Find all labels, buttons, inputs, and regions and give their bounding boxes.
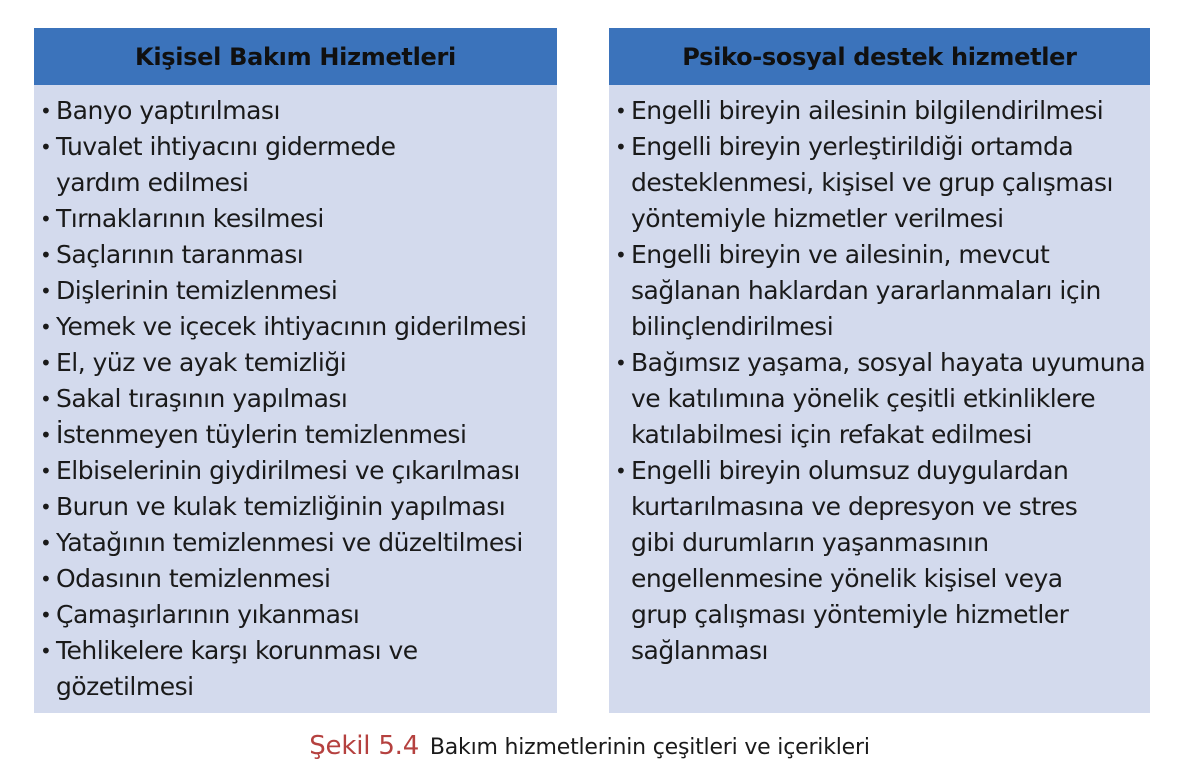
list-item-line: grup çalışması yöntemiyle hizmetler xyxy=(631,600,1069,629)
list-item-line: Tuvalet ihtiyacını gidermede xyxy=(56,132,396,161)
bullet-icon: • xyxy=(40,279,52,303)
list-item-text xyxy=(631,345,1145,453)
list-item-text xyxy=(631,93,1103,129)
personal-care-list xyxy=(34,85,557,705)
list-item-line: Yemek ve içecek ihtiyacının giderilmesi xyxy=(56,312,527,341)
bullet-icon: • xyxy=(40,243,52,267)
list-item-line: katılabilmesi için refakat edilmesi xyxy=(631,420,1032,449)
figure-caption-text: Bakım hizmetlerinin çeşitleri ve içerikleri xyxy=(429,735,870,760)
list-item xyxy=(40,453,557,489)
list-item xyxy=(40,201,557,237)
personal-care-panel-title: Kişisel Bakım Hizmetleri xyxy=(34,28,557,85)
list-item-text xyxy=(56,417,466,453)
list-item-text xyxy=(631,237,1101,345)
list-item xyxy=(615,345,1150,453)
list-item-text xyxy=(56,525,523,561)
list-item-text xyxy=(56,129,395,201)
bullet-icon: • xyxy=(40,459,52,483)
list-item-text xyxy=(56,453,520,489)
list-item-text xyxy=(56,345,346,381)
list-item-line: Elbiselerinin giydirilmesi ve çıkarılması xyxy=(56,456,520,485)
list-item-text xyxy=(56,309,527,345)
list-item xyxy=(40,93,557,129)
bullet-icon: • xyxy=(40,603,52,627)
bullet-icon: • xyxy=(615,135,627,159)
bullet-icon: • xyxy=(40,423,52,447)
list-item-line: Tırnaklarının kesilmesi xyxy=(56,204,324,233)
list-item xyxy=(615,453,1150,669)
psychosocial-support-panel-title: Psiko-sosyal destek hizmetler xyxy=(609,28,1150,85)
list-item xyxy=(40,489,557,525)
list-item-line: ve katılımına yönelik çeşitli etkinliklere xyxy=(631,384,1096,413)
list-item-line: Engelli bireyin ve ailesinin, mevcut xyxy=(631,240,1050,269)
list-item-text xyxy=(56,633,418,705)
psychosocial-support-panel xyxy=(609,28,1150,713)
bullet-icon: • xyxy=(40,207,52,231)
list-item xyxy=(40,309,557,345)
list-item-line: Yatağının temizlenmesi ve düzeltilmesi xyxy=(56,528,523,557)
list-item-text xyxy=(56,93,280,129)
bullet-icon: • xyxy=(615,99,627,123)
bullet-icon: • xyxy=(40,135,52,159)
list-item-text xyxy=(56,381,347,417)
list-item-text xyxy=(56,201,324,237)
list-item-line: yöntemiyle hizmetler verilmesi xyxy=(631,204,1004,233)
bullet-icon: • xyxy=(40,99,52,123)
bullet-icon: • xyxy=(615,351,627,375)
list-item-line: Tehlikelere karşı korunması ve xyxy=(56,636,418,665)
bullet-icon: • xyxy=(40,387,52,411)
list-item-line: Odasının temizlenmesi xyxy=(56,564,331,593)
list-item-text xyxy=(56,561,330,597)
psychosocial-support-list xyxy=(609,85,1150,669)
list-item-line: Çamaşırlarının yıkanması xyxy=(56,600,360,629)
list-item xyxy=(40,597,557,633)
list-item xyxy=(40,237,557,273)
list-item xyxy=(40,525,557,561)
list-item-line: Engelli bireyin ailesinin bilgilendirilmesi xyxy=(631,96,1104,125)
bullet-icon: • xyxy=(40,315,52,339)
figure-caption xyxy=(0,731,1179,761)
list-item-line: Dişlerinin temizlenmesi xyxy=(56,276,338,305)
figure-number: Şekil 5.4 xyxy=(309,731,420,761)
list-item xyxy=(40,129,557,201)
bullet-icon: • xyxy=(40,531,52,555)
list-item-line: bilinçlendirilmesi xyxy=(631,312,834,341)
list-item-line: gibi durumların yaşanmasının xyxy=(631,528,989,557)
list-item-text xyxy=(56,237,303,273)
list-item-line: yardım edilmesi xyxy=(56,168,249,197)
list-item xyxy=(40,633,557,705)
list-item-text xyxy=(631,453,1077,669)
list-item-text xyxy=(56,273,337,309)
list-item xyxy=(40,561,557,597)
list-item xyxy=(615,129,1150,237)
list-item-line: Bağımsız yaşama, sosyal hayata uyumuna xyxy=(631,348,1146,377)
list-item-line: sağlanan haklardan yararlanmaları için xyxy=(631,276,1101,305)
list-item-line: sağlanması xyxy=(631,636,768,665)
list-item xyxy=(40,273,557,309)
list-item-text xyxy=(56,489,505,525)
bullet-icon: • xyxy=(40,567,52,591)
list-item xyxy=(40,417,557,453)
list-item-line: desteklenmesi, kişisel ve grup çalışması xyxy=(631,168,1113,197)
personal-care-panel xyxy=(34,28,557,713)
list-item-line: Engelli bireyin yerleştirildiği ortamda xyxy=(631,132,1074,161)
list-item-line: Sakal tıraşının yapılması xyxy=(56,384,348,413)
list-item-text xyxy=(56,597,359,633)
list-item-line: kurtarılmasına ve depresyon ve stres xyxy=(631,492,1078,521)
bullet-icon: • xyxy=(40,495,52,519)
list-item-line: Burun ve kulak temizliğinin yapılması xyxy=(56,492,506,521)
list-item-line: engellenmesine yönelik kişisel veya xyxy=(631,564,1063,593)
list-item xyxy=(615,237,1150,345)
list-item-line: İstenmeyen tüylerin temizlenmesi xyxy=(56,420,467,449)
bullet-icon: • xyxy=(615,243,627,267)
list-item xyxy=(40,345,557,381)
bullet-icon: • xyxy=(40,639,52,663)
list-item-line: Banyo yaptırılması xyxy=(56,96,280,125)
list-item-line: Saçlarının taranması xyxy=(56,240,304,269)
list-item-line: Engelli bireyin olumsuz duygulardan xyxy=(631,456,1069,485)
list-item-line: El, yüz ve ayak temizliği xyxy=(56,348,347,377)
bullet-icon: • xyxy=(615,459,627,483)
list-item-line: gözetilmesi xyxy=(56,672,194,701)
list-item xyxy=(40,381,557,417)
bullet-icon: • xyxy=(40,351,52,375)
list-item-text xyxy=(631,129,1113,237)
list-item xyxy=(615,93,1150,129)
